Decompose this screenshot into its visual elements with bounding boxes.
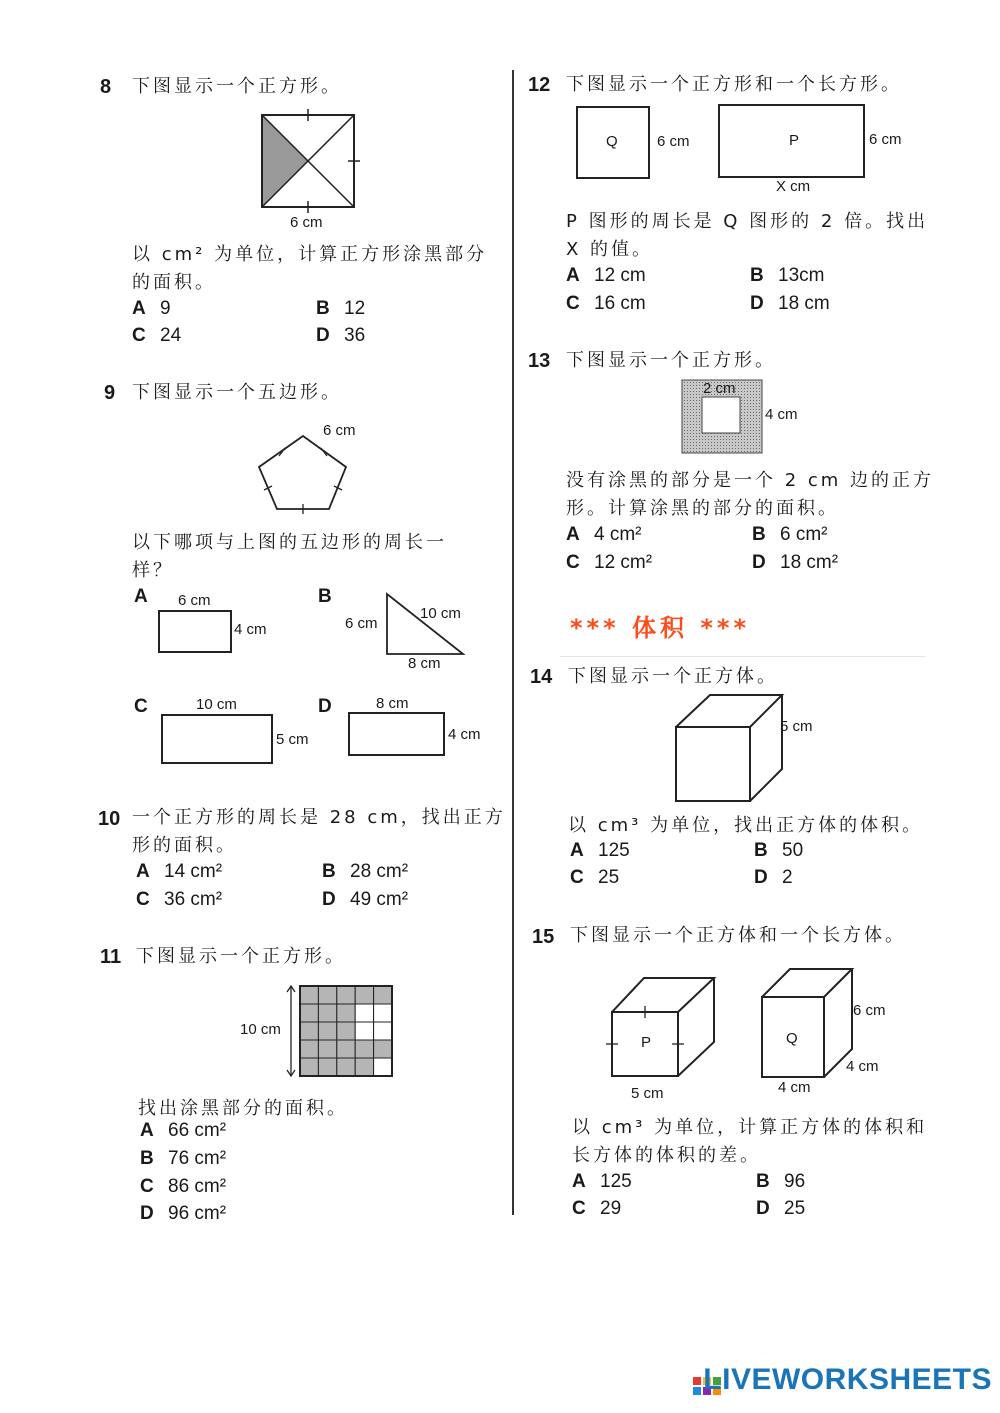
q12-number: 12 (528, 74, 551, 96)
q8-text: 下图显示一个正方形。 (132, 76, 342, 97)
q14-option-c[interactable]: C 25 (570, 867, 620, 888)
section-divider (560, 656, 925, 657)
q9-choice-b-bottom: 8 cm (408, 655, 441, 672)
q11-grid-cell (337, 1058, 355, 1076)
q11-grid-cell (318, 1058, 336, 1076)
q8-square-diagram (255, 108, 365, 218)
q11-grid-cell (300, 1040, 318, 1058)
q10-option-c[interactable]: C 36 cm² (136, 889, 223, 910)
q9-pentagon-diagram (255, 432, 355, 512)
q15-option-b[interactable]: B 96 (756, 1171, 806, 1192)
q15-option-a[interactable]: A 125 (572, 1171, 632, 1192)
q11-side-label: 10 cm (240, 1021, 281, 1038)
q12-ask-line2: X 的值。 (566, 239, 654, 260)
q14-edge-label: 5 cm (780, 718, 813, 735)
q13-option-a[interactable]: A 4 cm² (566, 524, 642, 545)
q14-number: 14 (530, 666, 553, 688)
q8-side-label: 6 cm (290, 214, 323, 231)
q14-cube-diagram (674, 693, 784, 805)
q9-choice-d-right: 4 cm (448, 726, 481, 743)
q9-choice-d-top: 8 cm (376, 695, 409, 712)
q9-choice-c-letter[interactable]: C (134, 696, 148, 717)
q8-option-b[interactable]: B 12 (316, 298, 366, 319)
q15-option-d[interactable]: D 25 (756, 1198, 806, 1219)
q12-option-a[interactable]: A 12 cm (566, 265, 646, 286)
q11-grid-cell (355, 986, 373, 1004)
q9-choice-c-top: 10 cm (196, 696, 237, 713)
q14-ask: 以 cm³ 为单位，找出正方体的体积。 (568, 815, 924, 836)
q13-text: 下图显示一个正方形。 (566, 350, 776, 371)
q15-ask-line2: 长方体的体积的差。 (572, 1145, 761, 1166)
q9-choice-a-top: 6 cm (178, 592, 211, 609)
q9-number: 9 (104, 382, 116, 404)
q11-option-c[interactable]: C 86 cm² (140, 1176, 227, 1197)
q11-grid-square (285, 984, 395, 1080)
q11-grid-cell (318, 1040, 336, 1058)
q9-choice-c-right: 5 cm (276, 731, 309, 748)
q12-option-c[interactable]: C 16 cm (566, 293, 646, 314)
q13-ask-line1: 没有涂黑的部分是一个 2 cm 边的正方 (566, 470, 935, 491)
q11-grid-cell (374, 1004, 392, 1022)
q12-p-label: P (789, 132, 800, 149)
q15-number: 15 (532, 926, 555, 948)
q9-choice-a-letter[interactable]: A (134, 586, 148, 607)
q14-option-d[interactable]: D 2 (754, 867, 793, 888)
q8-option-c[interactable]: C 24 (132, 325, 182, 346)
q11-grid-cell (374, 1058, 392, 1076)
q11-grid-cell (337, 1004, 355, 1022)
q8-ask-line1: 以 cm² 为单位，计算正方形涂黑部分 (132, 244, 488, 265)
q11-grid-cell (337, 1022, 355, 1040)
q15-q-label: Q (786, 1030, 798, 1047)
q10-text-line1: 一个正方形的周长是 28 cm，找出正方 (132, 807, 506, 828)
q9-choice-d-letter[interactable]: D (318, 696, 332, 717)
q13-option-c[interactable]: C 12 cm² (566, 552, 653, 573)
q11-ask: 找出涂黑部分的面积。 (138, 1098, 348, 1119)
q8-option-a[interactable]: A 9 (132, 298, 171, 319)
q11-grid-cell (318, 1004, 336, 1022)
q11-grid-cell (337, 986, 355, 1004)
q11-grid-cell (300, 986, 318, 1004)
q9-text: 下图显示一个五边形。 (132, 382, 342, 403)
q15-q-width: 4 cm (778, 1079, 811, 1096)
q15-p-edge: 5 cm (631, 1085, 664, 1102)
q9-ask-line1: 以下哪项与上图的五边形的周长一 (132, 532, 447, 553)
q11-grid-cell (374, 1040, 392, 1058)
q9-side-label: 6 cm (323, 422, 356, 439)
q8-number: 8 (100, 76, 112, 98)
q9-choice-b-letter[interactable]: B (318, 586, 332, 607)
q10-option-d[interactable]: D 49 cm² (322, 889, 409, 910)
q9-ask-line2: 样？ (132, 560, 174, 581)
q10-number: 10 (98, 808, 121, 830)
q9-choice-b-hyp: 10 cm (420, 605, 461, 622)
q13-inner-label: 2 cm (703, 380, 736, 397)
q14-option-b[interactable]: B 50 (754, 840, 804, 861)
q13-number: 13 (528, 350, 551, 372)
q15-text: 下图显示一个正方体和一个长方体。 (570, 925, 906, 946)
q15-option-c[interactable]: C 29 (572, 1198, 622, 1219)
q11-option-d[interactable]: D 96 cm² (140, 1203, 227, 1224)
q15-ask-line1: 以 cm³ 为单位，计算正方体的体积和 (572, 1117, 928, 1138)
q15-p-label: P (641, 1034, 652, 1051)
q8-option-d[interactable]: D 36 (316, 325, 366, 346)
q13-option-d[interactable]: D 18 cm² (752, 552, 839, 573)
q13-outer-label: 4 cm (765, 406, 798, 423)
q11-grid-cell (318, 1022, 336, 1040)
q11-grid-cell (355, 1058, 373, 1076)
q12-option-b[interactable]: B 13cm (750, 265, 825, 286)
q11-grid-cell (355, 1004, 373, 1022)
q12-ask-line1: P 图形的周长是 Q 图形的 2 倍。找出 (566, 211, 929, 232)
q11-text: 下图显示一个正方形。 (136, 946, 346, 967)
q11-grid-cell (300, 1058, 318, 1076)
q11-grid-cell (374, 986, 392, 1004)
q9-choice-a-rectangle[interactable] (158, 610, 232, 653)
q11-grid-cell (374, 1022, 392, 1040)
q11-grid-cell (300, 1004, 318, 1022)
q10-option-b[interactable]: B 28 cm² (322, 861, 409, 882)
q12-p-bottom: X cm (776, 178, 811, 195)
q11-grid-cell (355, 1040, 373, 1058)
q11-grid-cell (355, 1022, 373, 1040)
q12-p-side: 6 cm (869, 131, 902, 148)
q9-choice-b-left: 6 cm (345, 615, 378, 632)
q14-option-a[interactable]: A 125 (570, 840, 630, 861)
q12-q-label: Q (606, 133, 618, 150)
section-title-volume: *** 体积 *** (570, 614, 751, 642)
q11-option-b[interactable]: B 76 cm² (140, 1148, 227, 1169)
q15-cuboid-q (760, 967, 855, 1081)
q11-grid-cell (300, 1022, 318, 1040)
q15-q-height: 6 cm (853, 1002, 886, 1019)
q12-q-side: 6 cm (657, 133, 690, 150)
q11-grid-cell (337, 1040, 355, 1058)
q10-option-a[interactable]: A 14 cm² (136, 861, 223, 882)
q13-option-b[interactable]: B 6 cm² (752, 524, 828, 545)
q9-choice-d-rectangle[interactable] (348, 712, 445, 756)
q12-text: 下图显示一个正方形和一个长方形。 (566, 74, 902, 95)
q12-option-d[interactable]: D 18 cm (750, 293, 830, 314)
q11-grid-cell (318, 986, 336, 1004)
q15-cube-p (604, 974, 718, 1080)
q13-ask-line2: 形。计算涂黑的部分的面积。 (566, 498, 839, 519)
q11-number: 11 (100, 946, 122, 968)
q9-choice-c-rectangle[interactable] (161, 714, 273, 764)
q14-text: 下图显示一个正方体。 (568, 666, 778, 687)
q10-text-line2: 形的面积。 (132, 835, 237, 856)
q9-choice-a-right: 4 cm (234, 621, 267, 638)
liveworksheets-brand[interactable]: LIVEWORKSHEETS (703, 1363, 992, 1396)
q11-option-a[interactable]: A 66 cm² (140, 1120, 227, 1141)
q8-ask-line2: 的面积。 (132, 272, 216, 293)
q15-q-depth: 4 cm (846, 1058, 879, 1075)
column-divider (512, 70, 514, 1215)
q9-choice-b-triangle[interactable] (385, 592, 465, 656)
